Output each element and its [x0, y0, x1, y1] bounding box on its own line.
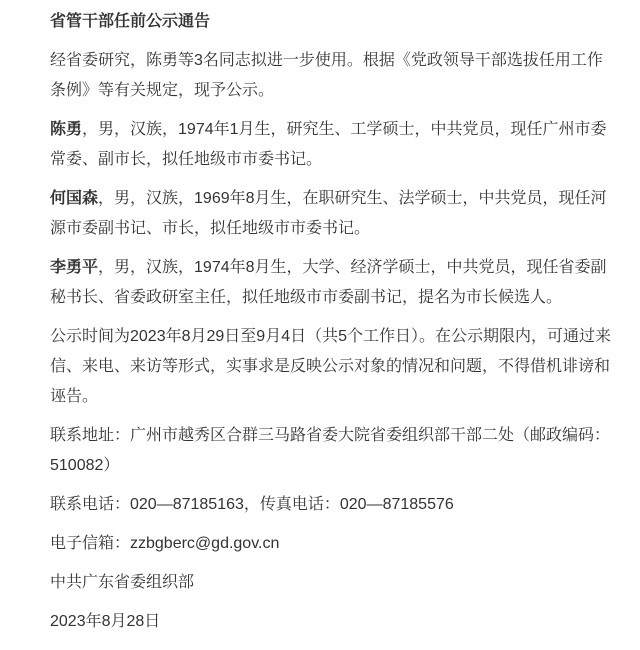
paragraph-text: ，男，汉族，1974年8月生，大学、经济学硕士，中共党员，现任省委副秘书长、省委政研室主任，拟任地级市市委副书记，提名为市长候选人。 [50, 259, 607, 306]
paragraph [50, 322, 614, 412]
paragraph-text: 经省委研究，陈勇等3名同志拟进一步使用。根据《党政领导干部选拔任用工作条例》等有关规定，现予公示。 [50, 52, 603, 99]
paragraphs-container [50, 46, 614, 637]
paragraph [50, 607, 614, 637]
paragraph [50, 421, 614, 481]
person-name: 陈勇 [50, 121, 83, 138]
paragraph-text: 中共广东省委组织部 [50, 574, 195, 591]
person-paragraph [50, 253, 614, 313]
paragraph-text: 联系地址：广州市越秀区合群三马路省委大院省委组织部干部二处（邮政编码：510082） [50, 427, 611, 474]
paragraph-text: 电子信箱：zzbgberc@gd.gov.cn [50, 535, 280, 552]
paragraph-text: ，男，汉族，1969年8月生，在职研究生、法学硕士，中共党员，现任河源市委副书记、市长，拟任地级市市委书记。 [50, 190, 607, 237]
paragraph [50, 46, 614, 106]
document-title: 省管干部任前公示通告 [50, 13, 211, 30]
paragraph [50, 529, 614, 559]
paragraph [50, 568, 614, 598]
paragraph-text: 2023年8月28日 [50, 613, 161, 630]
paragraph-text: ，男，汉族，1974年1月生，研究生、工学硕士，中共党员，现任广州市委常委、副市长，拟任地级市市委书记。 [50, 121, 607, 168]
paragraph-text: 联系电话：020—87185163，传真电话：020—87185576 [50, 496, 454, 513]
person-paragraph [50, 184, 614, 244]
person-name: 何国森 [50, 190, 99, 207]
paragraph-text: 公示时间为2023年8月29日至9月4日（共5个工作日）。在公示期限内，可通过来信、来电、来访等形式，实事求是反映公示对象的情况和问题，不得借机诽谤和诬告。 [50, 328, 611, 405]
paragraph [50, 490, 614, 520]
person-name: 李勇平 [50, 259, 99, 276]
person-paragraph [50, 115, 614, 175]
